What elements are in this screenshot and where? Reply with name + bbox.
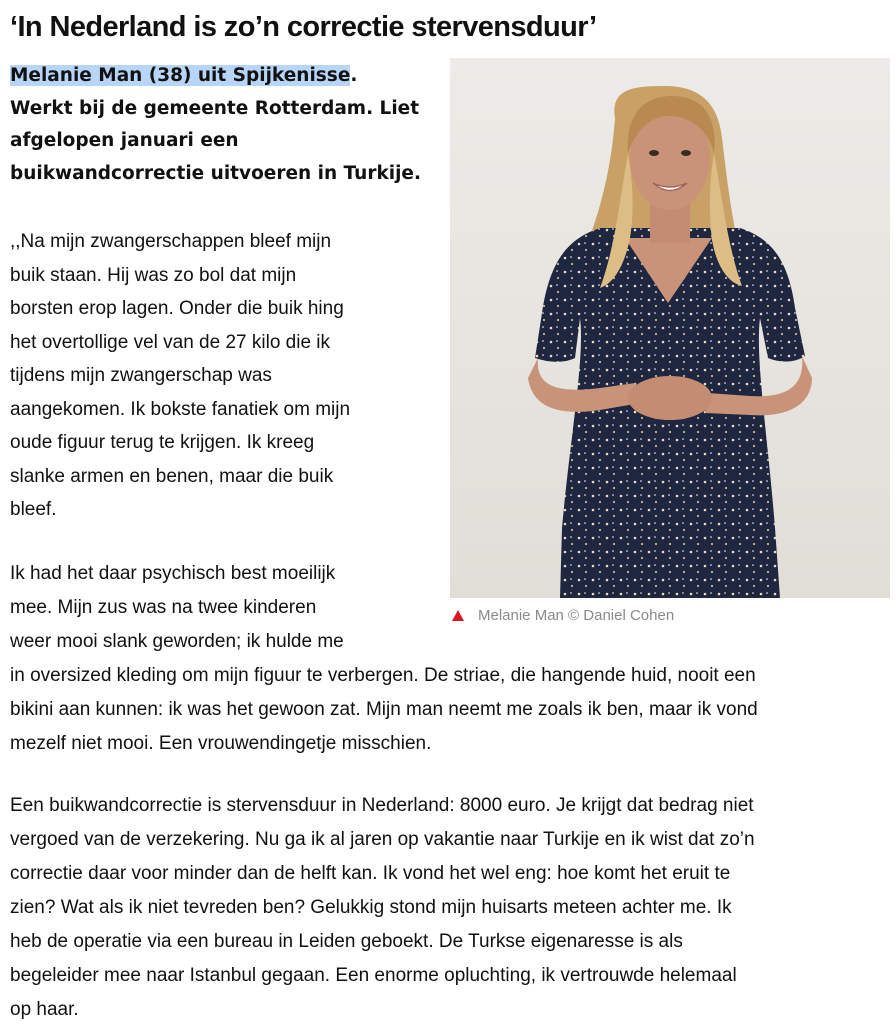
intro-line-tail: . [350, 65, 358, 86]
portrait-photo [450, 58, 890, 598]
text-line: heb de operatie via een bureau in Leiden geboekt. De Turkse eigenaresse is als [10, 931, 683, 952]
photo-caption-text: Melanie Man © Daniel Cohen [478, 606, 675, 624]
body-paragraph-2 [10, 557, 894, 761]
text-line: correctie daar voor minder dan de helft kan. Ik vond het wel eng: hoe komt het eruit te [10, 863, 731, 884]
text-line: begeleider mee naar Istanbul gegaan. Een enorme opluchting, ik vertrouwde helemaal [10, 965, 737, 986]
article-headline: ‘In Nederland is zo’n correctie stervensduur’ [10, 11, 597, 43]
body-paragraph-3 [10, 789, 894, 1027]
text-line: zien? Wat als ik niet tevreden ben? Gelukkig stond mijn huisarts meteen achter me. Ik [10, 897, 732, 918]
selected-name-highlight[interactable]: Melanie Man (38) uit Spijkenisse [10, 65, 351, 86]
text-line: aangekomen. Ik bokste fanatiek om mijn [10, 398, 351, 420]
intro-line: afgelopen januari een [10, 130, 239, 151]
intro-line: buikwandcorrectie uitvoeren in Turkije. [10, 162, 422, 184]
text-line: het overtollige vel van de 27 kilo die ik [10, 331, 331, 353]
article-photo [450, 58, 890, 598]
text-line: vergoed van de verzekering. Nu ga ik al jaren op vakantie naar Turkije en ik wist dat zo’n [10, 829, 755, 850]
text-line: bleef. [10, 499, 57, 520]
text-line: weer mooi slank geworden; ik hulde me [10, 631, 344, 652]
text-line: mezelf niet mooi. Een vrouwendingetje misschien. [10, 733, 432, 754]
text-line: tijdens mijn zwangerschap was [10, 365, 272, 386]
text-line: bikini aan kunnen: ik was het gewoon zat. Mijn man neemt me zoals ik ben, maar ik vond [10, 699, 758, 720]
text-line: buik staan. Hij was zo bol dat mijn [10, 264, 297, 286]
text-line: Ik had het daar psychisch best moeilijk [10, 563, 336, 584]
body-paragraph-1 [10, 225, 440, 527]
text-line: op haar. [10, 999, 79, 1020]
text-line: ,,Na mijn zwangerschappen bleef mijn [10, 231, 332, 252]
article-intro [10, 60, 440, 190]
intro-line: Werkt bij de gemeente Rotterdam. Liet [10, 97, 420, 119]
text-line: slanke armen en benen, maar die buik [10, 465, 334, 487]
text-line: oude figuur terug te krijgen. Ik kreeg [10, 432, 315, 453]
text-line: Een buikwandcorrectie is stervensduur in Nederland: 8000 euro. Je krijgt dat bedrag niet [10, 795, 754, 816]
text-line: borsten erop lagen. Onder die buik hing [10, 298, 344, 319]
text-line: in oversized kleding om mijn figuur te verbergen. De striae, die hangende huid, nooit een [10, 665, 756, 686]
intro-line [10, 60, 440, 93]
text-line: mee. Mijn zus was na twee kinderen [10, 597, 317, 618]
